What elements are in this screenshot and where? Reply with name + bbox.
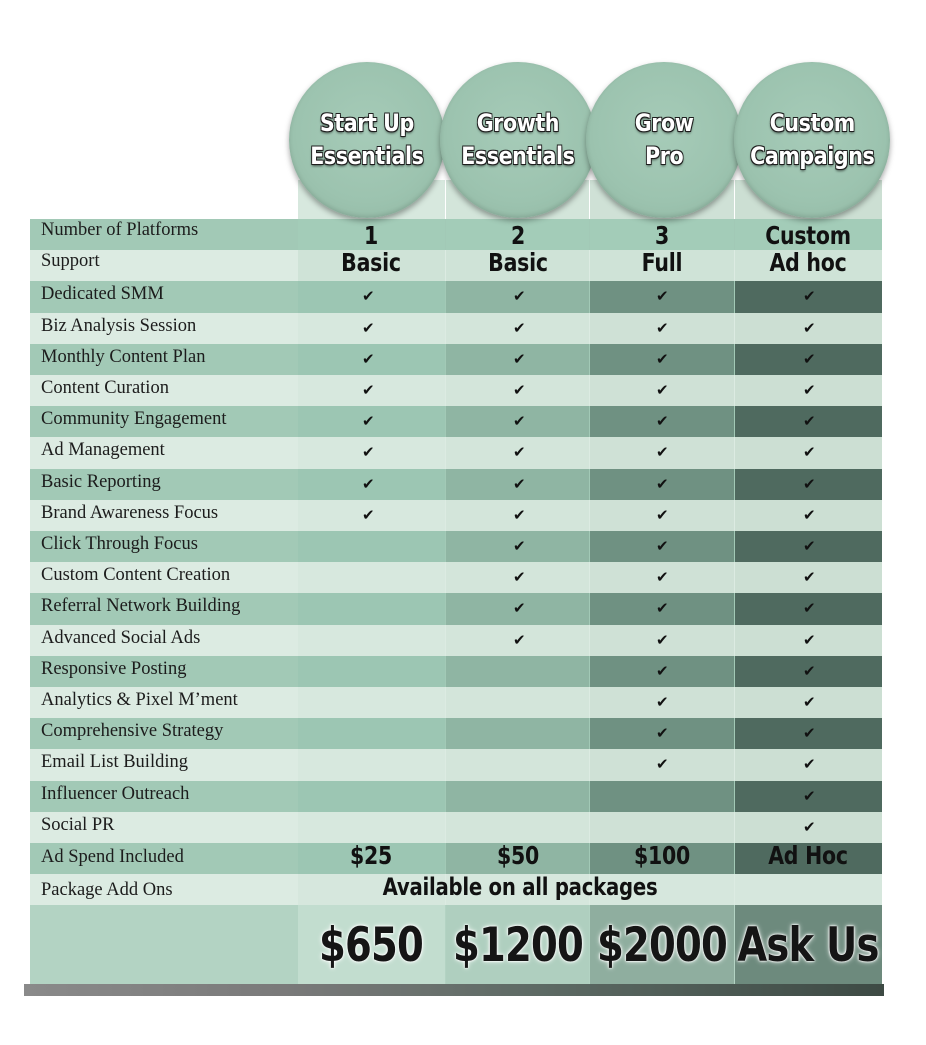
table-cell bbox=[446, 781, 589, 813]
row-label: Content Curation bbox=[41, 378, 169, 398]
check-mark-icon: ✔ bbox=[362, 287, 375, 306]
package-price[interactable]: $2000 bbox=[597, 918, 727, 973]
row-label: Social PR bbox=[41, 814, 115, 835]
check-mark-icon: ✔ bbox=[656, 599, 669, 618]
support-value: Ad hoc bbox=[769, 248, 847, 278]
row-label: Custom Content Creation bbox=[41, 565, 231, 586]
check-mark-icon: ✔ bbox=[803, 817, 816, 836]
check-mark-icon: ✔ bbox=[656, 287, 669, 306]
check-mark-icon: ✔ bbox=[803, 318, 816, 337]
check-mark-icon: ✔ bbox=[656, 505, 669, 524]
check-mark-icon: ✔ bbox=[362, 474, 375, 493]
check-mark-icon: ✔ bbox=[513, 599, 526, 618]
table-cell bbox=[298, 656, 445, 688]
check-mark-icon: ✔ bbox=[656, 755, 669, 774]
check-mark-icon: ✔ bbox=[362, 505, 375, 524]
check-mark-icon: ✔ bbox=[656, 349, 669, 368]
table-cell bbox=[735, 874, 882, 906]
row-label: Advanced Social Ads bbox=[41, 627, 201, 648]
table-cell bbox=[590, 812, 734, 844]
support-value: Basic bbox=[488, 248, 548, 278]
row-label: Number of Platforms bbox=[41, 220, 199, 240]
row-label: Monthly Content Plan bbox=[41, 346, 206, 367]
check-mark-icon: ✔ bbox=[513, 412, 526, 431]
package-name: Custom Campaigns bbox=[749, 109, 875, 170]
table-cell bbox=[446, 656, 589, 688]
check-mark-icon: ✔ bbox=[513, 349, 526, 368]
package-circle[interactable] bbox=[289, 62, 445, 218]
table-cell bbox=[298, 625, 445, 657]
check-mark-icon: ✔ bbox=[513, 287, 526, 306]
platforms-value: Custom bbox=[765, 221, 851, 250]
table-cell bbox=[298, 562, 445, 594]
row-label: Influencer Outreach bbox=[41, 783, 190, 804]
table-cell bbox=[298, 531, 445, 563]
row-label: Dedicated SMM bbox=[41, 284, 164, 305]
check-mark-icon: ✔ bbox=[803, 599, 816, 618]
platforms-value: 2 bbox=[510, 221, 526, 250]
package-name: Grow Pro bbox=[634, 109, 694, 170]
check-mark-icon: ✔ bbox=[513, 443, 526, 462]
package-circle[interactable] bbox=[734, 62, 890, 218]
check-mark-icon: ✔ bbox=[513, 505, 526, 524]
platforms-value: 1 bbox=[363, 221, 379, 250]
row-label: Ad Management bbox=[41, 440, 165, 461]
support-value: Basic bbox=[341, 248, 401, 278]
check-mark-icon: ✔ bbox=[513, 318, 526, 337]
table-cell bbox=[446, 749, 589, 781]
table-cell bbox=[298, 718, 445, 750]
table-cell bbox=[298, 749, 445, 781]
check-mark-icon: ✔ bbox=[362, 443, 375, 462]
check-mark-icon: ✔ bbox=[513, 568, 526, 587]
row-label: Community Engagement bbox=[41, 409, 227, 430]
check-mark-icon: ✔ bbox=[656, 630, 669, 649]
table-cell bbox=[590, 781, 734, 813]
ad-spend-value: $50 bbox=[496, 841, 540, 870]
check-mark-icon: ✔ bbox=[362, 412, 375, 431]
package-price[interactable]: Ask Us bbox=[737, 918, 879, 973]
row-label: Analytics & Pixel M’ment bbox=[41, 690, 238, 710]
support-value: Full bbox=[641, 248, 683, 278]
row-label: Basic Reporting bbox=[41, 471, 161, 492]
check-mark-icon: ✔ bbox=[803, 661, 816, 680]
row-label: Comprehensive Strategy bbox=[41, 721, 224, 742]
table-cell bbox=[298, 781, 445, 813]
check-mark-icon: ✔ bbox=[803, 755, 816, 774]
package-price[interactable]: $1200 bbox=[453, 918, 583, 973]
row-label: Brand Awareness Focus bbox=[41, 502, 219, 523]
package-price[interactable]: $650 bbox=[319, 918, 423, 973]
check-mark-icon: ✔ bbox=[362, 349, 375, 368]
package-name: Start Up Essentials bbox=[310, 109, 424, 170]
check-mark-icon: ✔ bbox=[803, 724, 816, 743]
check-mark-icon: ✔ bbox=[803, 693, 816, 711]
check-mark-icon: ✔ bbox=[803, 412, 816, 431]
check-mark-icon: ✔ bbox=[803, 474, 816, 493]
check-mark-icon: ✔ bbox=[513, 381, 526, 399]
row-label: Ad Spend Included bbox=[41, 847, 184, 867]
table-cell bbox=[446, 812, 589, 844]
check-mark-icon: ✔ bbox=[656, 693, 669, 711]
check-mark-icon: ✔ bbox=[803, 381, 816, 399]
table-cell bbox=[298, 593, 445, 625]
table-cell bbox=[298, 687, 445, 719]
row-label: Click Through Focus bbox=[41, 534, 198, 554]
check-mark-icon: ✔ bbox=[656, 412, 669, 431]
check-mark-icon: ✔ bbox=[656, 724, 669, 743]
check-mark-icon: ✔ bbox=[803, 349, 816, 368]
table-cell bbox=[446, 687, 589, 719]
check-mark-icon: ✔ bbox=[656, 381, 669, 399]
addons-value: Available on all packages bbox=[382, 873, 658, 902]
table-bottom-shadow bbox=[24, 984, 884, 996]
check-mark-icon: ✔ bbox=[656, 443, 669, 462]
check-mark-icon: ✔ bbox=[513, 474, 526, 493]
check-mark-icon: ✔ bbox=[656, 661, 669, 680]
check-mark-icon: ✔ bbox=[803, 537, 816, 555]
platforms-value: 3 bbox=[654, 221, 670, 250]
table-cell bbox=[446, 718, 589, 750]
table-row bbox=[30, 812, 882, 844]
row-label: Referral Network Building bbox=[41, 596, 241, 617]
package-circle[interactable] bbox=[586, 62, 742, 218]
row-label: Support bbox=[41, 251, 100, 272]
check-mark-icon: ✔ bbox=[803, 443, 816, 462]
row-label: Biz Analysis Session bbox=[41, 315, 197, 336]
ad-spend-value: Ad Hoc bbox=[768, 841, 848, 870]
check-mark-icon: ✔ bbox=[656, 318, 669, 337]
check-mark-icon: ✔ bbox=[803, 505, 816, 524]
ad-spend-value: $25 bbox=[349, 841, 393, 870]
check-mark-icon: ✔ bbox=[362, 318, 375, 337]
check-mark-icon: ✔ bbox=[513, 630, 526, 649]
row-label: Package Add Ons bbox=[41, 880, 173, 901]
check-mark-icon: ✔ bbox=[656, 474, 669, 493]
check-mark-icon: ✔ bbox=[656, 568, 669, 587]
row-label: Responsive Posting bbox=[41, 658, 187, 679]
table-cell bbox=[298, 812, 445, 844]
check-mark-icon: ✔ bbox=[803, 568, 816, 587]
check-mark-icon: ✔ bbox=[803, 786, 816, 805]
package-circle[interactable] bbox=[440, 62, 596, 218]
row-label: Email List Building bbox=[41, 752, 188, 773]
package-name: Growth Essentials bbox=[461, 109, 575, 170]
check-mark-icon: ✔ bbox=[656, 537, 669, 555]
check-mark-icon: ✔ bbox=[803, 630, 816, 649]
check-mark-icon: ✔ bbox=[803, 287, 816, 306]
ad-spend-value: $100 bbox=[633, 841, 691, 870]
check-mark-icon: ✔ bbox=[362, 381, 375, 399]
check-mark-icon: ✔ bbox=[513, 537, 526, 555]
